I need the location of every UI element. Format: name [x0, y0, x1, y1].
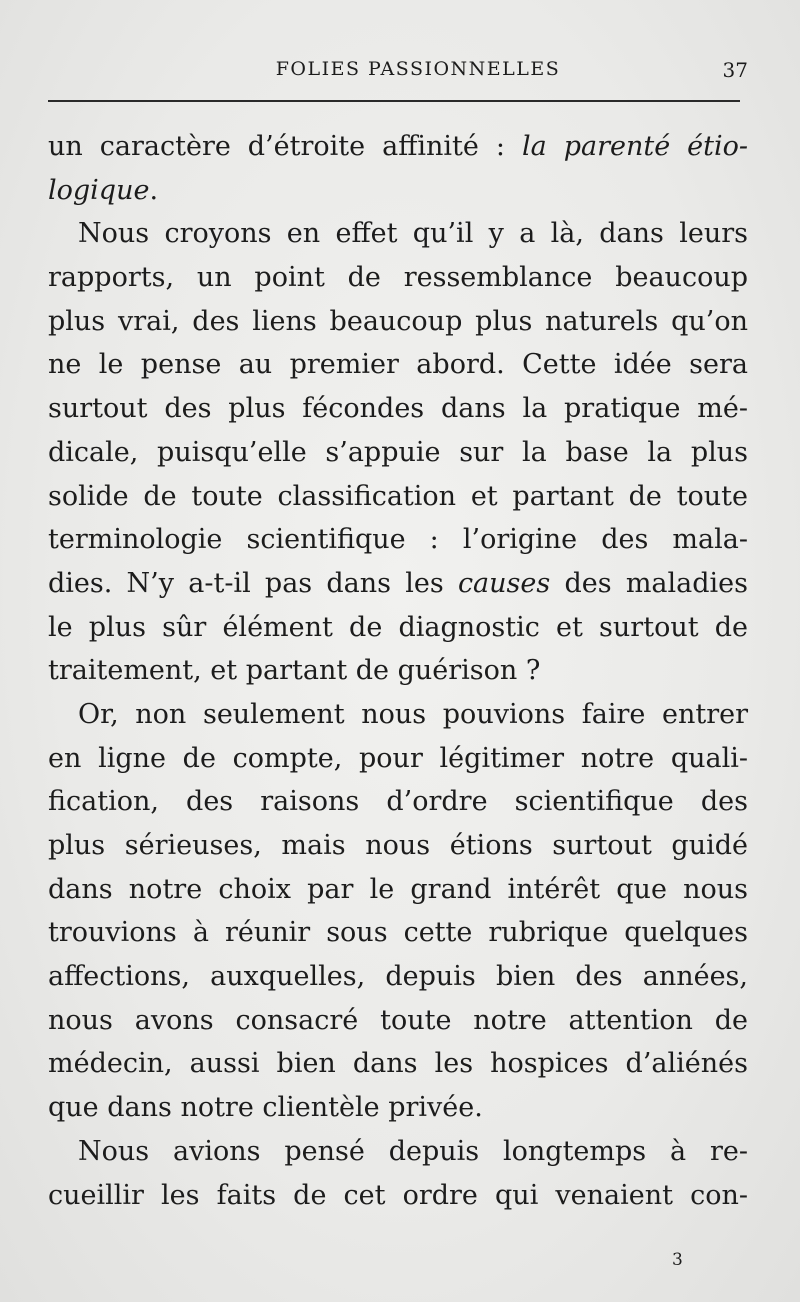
text-line: fication, des raisons d’ordre scientifique des: [48, 786, 748, 818]
text-line: logique.: [48, 174, 159, 206]
text-line: trouvions à réunir sous cette rubrique quelques: [48, 917, 748, 949]
text-line: ne le pense au premier abord. Cette idée sera: [48, 349, 748, 381]
text-line: solide de toute classification et partant de toute: [48, 480, 748, 512]
text-line: affections, auxquelles, depuis bien des années,: [48, 961, 748, 993]
text-line: Nous croyons en effet qu’il y a là, dans leurs: [78, 218, 748, 250]
running-head: [48, 58, 748, 86]
text-line: cueillir les faits de cet ordre qui venaient con-: [48, 1179, 748, 1211]
text-line: dicale, puisqu’elle s’appuie sur la base la plus: [48, 436, 748, 468]
text-line: terminologie scientifique : l’origine des mala-: [48, 524, 748, 556]
text-line: nous avons consacré toute notre attention de: [48, 1004, 748, 1036]
text-line: Or, non seulement nous pouvions faire entrer: [78, 698, 748, 730]
text-line: un caractère d’étroite affinité : la parenté étio-: [48, 131, 749, 162]
text-line: en ligne de compte, pour légitimer notre quali-: [48, 742, 748, 774]
text-line: le plus sûr élément de diagnostic et surtout de: [48, 611, 748, 643]
text-line: Nous avions pensé depuis longtemps à re-: [78, 1135, 748, 1167]
text-line: médecin, aussi bien dans les hospices d’aliénés: [48, 1048, 748, 1080]
text-line: surtout des plus fécondes dans la pratique mé-: [48, 393, 748, 425]
header-rule: [48, 100, 740, 102]
text-line: rapports, un point de ressemblance beaucoup: [48, 262, 748, 294]
text-line: que dans notre clientèle privée.: [48, 1092, 483, 1124]
text-line: dans notre choix par le grand intérêt que nous: [48, 873, 748, 905]
text-line: plus sérieuses, mais nous étions surtout guidé: [48, 830, 748, 861]
page-number: 37: [722, 58, 748, 82]
running-title: FOLIES PASSIONNELLES: [275, 58, 561, 80]
text-line: plus vrai, des liens beaucoup plus naturels qu’on: [48, 305, 748, 337]
text-line: dies. N’y a-t-il pas dans les causes des maladies: [48, 567, 748, 599]
signature-mark: 3: [672, 1250, 683, 1270]
body-text: [48, 125, 748, 1217]
text-line: traitement, et partant de guérison ?: [48, 655, 541, 687]
